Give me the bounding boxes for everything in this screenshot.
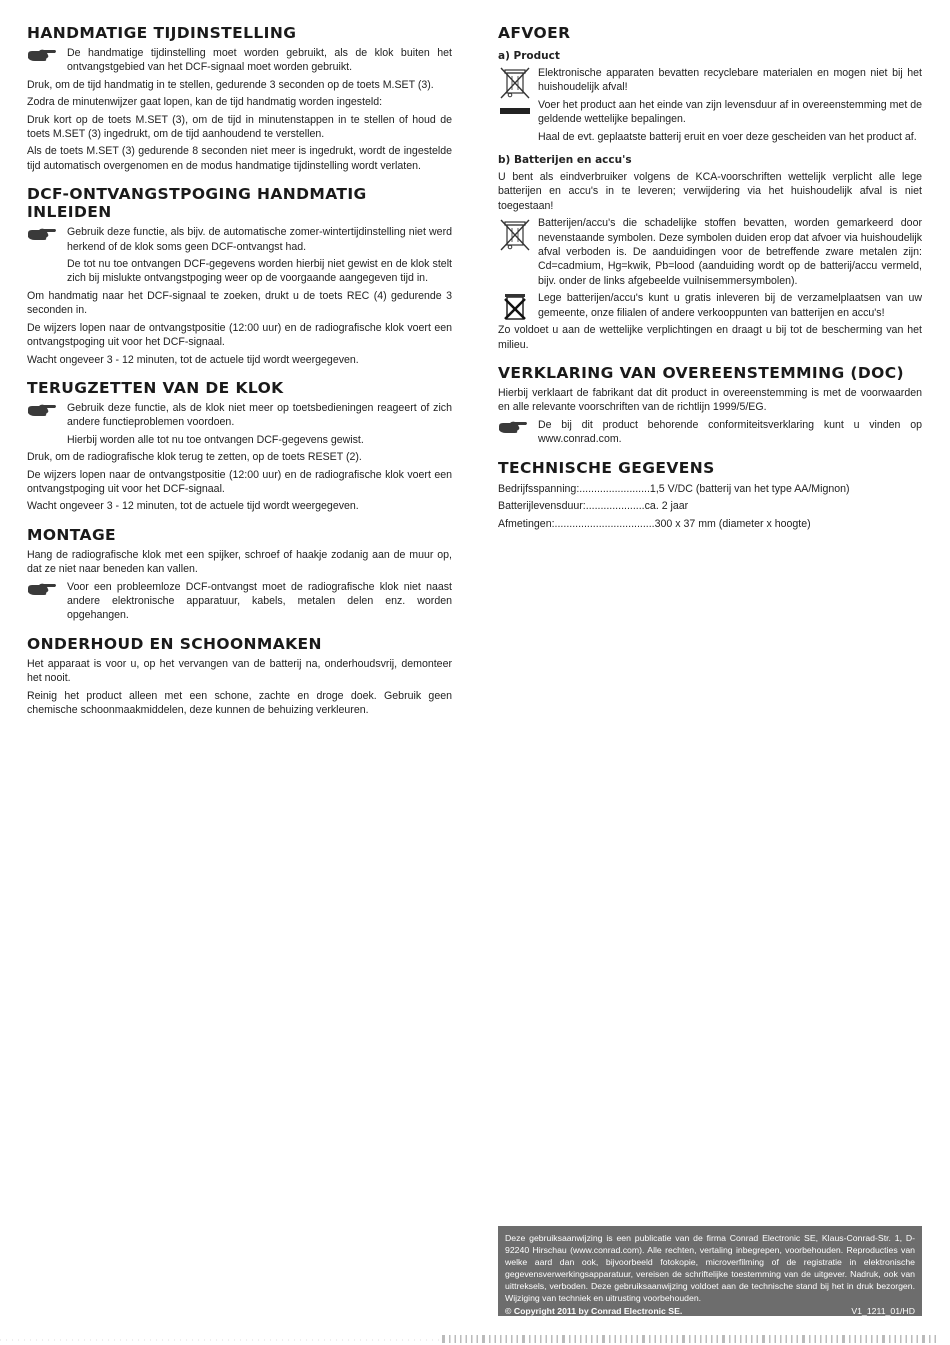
- paragraph: Hierbij verklaart de fabrikant dat dit product in overeenstemming is met de voorwaarden en alle relevante voorschriften van de richtlijn 1999/5/EG.: [498, 386, 922, 414]
- paragraph: Om handmatig naar het DCF-signaal te zoeken, drukt u de toets REC (4) gedurende 3 seconden in.: [27, 289, 452, 317]
- paragraph: De wijzers lopen naar de ontvangstpositie (12:00 uur) en de radiografische klok voert een ontvangstpoging uit voor het DCF-signaal.: [27, 321, 452, 349]
- pointing-hand-icon: [27, 227, 57, 241]
- imprint-box: [498, 1226, 922, 1316]
- spec-dots: ..................................: [554, 517, 655, 530]
- note-text: Hierbij worden alle tot nu toe ontvangen DCF-gegevens gewist.: [67, 433, 364, 446]
- section-tech: [498, 459, 922, 534]
- paragraph: Druk, om de tijd handmatig in te stellen, gedurende 3 seconden op de toets M.SET (3).: [27, 78, 434, 91]
- subheading-product: a) Product: [498, 50, 560, 62]
- paragraph: Reinig het product alleen met een schone, zachte en droge doek. Gebruik geen chemische schoonmaakmiddelen, deze kunnen de behuizing verkleuren.: [27, 689, 452, 716]
- heading-dcf-manual: DCF-ONTVANGSTPOGING HANDMATIG INLEIDEN: [27, 185, 367, 222]
- heading-montage: MONTAGE: [27, 525, 117, 544]
- pointing-hand-icon: [27, 582, 57, 596]
- note-block: [27, 46, 452, 75]
- note-block: [27, 225, 452, 286]
- heading-tech: TECHNISCHE GEGEVENS: [498, 458, 715, 477]
- product-disposal-block: [498, 66, 922, 144]
- battery-bin-symbols-icon: [498, 218, 532, 254]
- spec-value: 1,5 V/DC (batterij van het type AA/Mignon): [649, 482, 850, 495]
- heading-maintenance: ONDERHOUD EN SCHOONMAKEN: [27, 634, 322, 653]
- battery-symbols-block: [498, 216, 922, 288]
- note-text: De bij dit product behorende conformiteitsverklaring kunt u vinden op www.conrad.com.: [538, 418, 922, 446]
- section-disposal: [498, 24, 922, 352]
- battery-recycle-bin-icon: [498, 291, 532, 325]
- heading-reset: TERUGZETTEN VAN DE KLOK: [27, 378, 284, 397]
- spec-label: Afmetingen:: [498, 517, 555, 530]
- section-maintenance: [27, 635, 452, 718]
- section-reset: [27, 379, 452, 514]
- paragraph: Als de toets M.SET (3) gedurende 8 seconden niet meer is ingedrukt, wordt de ingestelde tijd automatisch overgenomen en de modus handmatige tijdinstelling wordt verlaten.: [27, 145, 452, 172]
- paragraph: Wacht ongeveer 3 - 12 minuten, tot de actuele tijd wordt weergegeven.: [27, 353, 359, 366]
- pointing-hand-icon: [498, 420, 528, 434]
- right-column: [498, 24, 922, 545]
- cut-guide-marks: [0, 1336, 440, 1344]
- section-doc: [498, 364, 922, 447]
- pointing-hand-icon: [27, 403, 57, 417]
- note-block: [27, 401, 452, 447]
- spec-label: Bedrijfsspanning:: [498, 482, 580, 495]
- copyright: © Copyright 2011 by Conrad Electronic SE.: [505, 1305, 683, 1316]
- paragraph: Zo voldoet u aan de wettelijke verplichtingen en draagt u bij tot de bescherming van het milieu.: [498, 324, 922, 351]
- paragraph: Wacht ongeveer 3 - 12 minuten, tot de actuele tijd wordt weergegeven.: [27, 500, 359, 513]
- note-block: [27, 580, 452, 623]
- paragraph: Hang de radiografische klok met een spijker, schroef of haakje zodanig aan de muur op, dat ze niet naar beneden kan vallen.: [27, 548, 452, 576]
- spec-row: [498, 498, 922, 516]
- spec-dots: ....................: [585, 500, 645, 513]
- note-block: [498, 418, 922, 447]
- paragraph: Elektronische apparaten bevatten recyclebare materialen en mogen niet bij het huishoudelijk afval!: [538, 67, 922, 94]
- version-code: V1_1211_01/HD: [851, 1305, 915, 1316]
- paragraph: Druk, om de radiografische klok terug te zetten, op de toets RESET (2).: [27, 451, 362, 464]
- heading-disposal: AFVOER: [498, 24, 571, 42]
- paragraph: Het apparaat is voor u, op het vervangen van de batterij na, onderhoudsvrij, demonteer het nooit.: [27, 657, 452, 685]
- section-montage: [27, 526, 452, 623]
- note-text: Voor een probleemloze DCF-ontvangst moet de radiografische klok niet naast andere elektronische apparatuur, kabels, metalen delen enz. worden opgehangen.: [67, 580, 452, 622]
- note-text: Gebruik deze functie, als de klok niet meer op toetsbedieningen reageert of zich andere functieproblemen voordoen.: [67, 401, 452, 429]
- imprint-text: Deze gebruiksaanwijzing is een publicatie van de firma Conrad Electronic SE, Klaus-Conrad-Str. 1, D-92240 Hirschau (www.conrad.com). Alle rechten, vertaling inbegrepen, voorbehouden. Reproducties van welke aard dan ook, bijvoorbeeld fotokopie, microverfilming of de registratie in elektronische gegevensverwerkingsapparatuur, vereisen de schriftelijke toestemming van de uitgever. Nadruk, ook van uittreksels, verboden. Deze gebruiksaanwijzing voldoet aan de technische stand bij het in druk bezorgen. Wijziging van techniek en uitrusting voorbehouden.: [505, 1233, 915, 1304]
- paragraph: Druk kort op de toets M.SET (3), om de tijd in minutenstappen in te stellen of houd de toets M.SET (3) ingedrukt, om de tijd aanhoudend te verstellen.: [27, 113, 452, 141]
- subheading-batteries: b) Batterijen en accu's: [498, 154, 632, 167]
- spec-row: [498, 481, 922, 499]
- note-text: De tot nu toe ontvangen DCF-gegevens worden hierbij niet gewist en de klok stelt zich bij mislukte ontvangstpoging weer op de voorgaande aangegeven tijd in.: [67, 258, 452, 285]
- paragraph: Batterijen/accu's die schadelijke stoffen bevatten, worden gemarkeerd door nevenstaande symbolen. Deze symbolen duiden erop dat afvoer via huishoudelijk afval verboden is. De aanduidingen voor de betreffende zware metalen zijn: Cd=cadmium, Hg=kwik, Pb=lood (aanduiding wordt op de batterij/accu vermeld, bijv. onder de links afgebeelde vuilnisemmersymbolen).: [538, 217, 922, 287]
- spec-row: [498, 516, 922, 534]
- pointing-hand-icon: [27, 48, 57, 62]
- spec-dots: ........................: [579, 482, 650, 495]
- note-text: De handmatige tijdinstelling moet worden gebruikt, als de klok buiten het ontvangstgebied van het DCF-signaal moet worden gebruikt.: [67, 47, 452, 74]
- edge-barcode-marks: [440, 1334, 940, 1344]
- spec-value: 300 x 37 mm (diameter x hoogte): [654, 517, 811, 530]
- section-manual-time: [27, 24, 452, 173]
- note-text: Gebruik deze functie, als bijv. de automatische zomer-wintertijdinstelling niet werd herkend of de klok soms geen DCF-ontvangst had.: [67, 226, 452, 253]
- imprint-copyright-line: [505, 1305, 915, 1317]
- crossed-out-wheelie-bin-icon: [498, 66, 532, 116]
- spec-value: ca. 2 jaar: [644, 500, 689, 513]
- section-dcf-manual: [27, 185, 452, 367]
- paragraph: De wijzers lopen naar de ontvangstpositie (12:00 uur) en de radiografische klok voert een ontvangstpoging uit voor het DCF-signaal.: [27, 468, 452, 495]
- left-column: [27, 24, 452, 729]
- spec-label: Batterijlevensduur:: [498, 500, 586, 513]
- paragraph: Haal de evt. geplaatste batterij eruit en voer deze gescheiden van het product af.: [538, 130, 917, 143]
- paragraph: Zodra de minutenwijzer gaat lopen, kan de tijd handmatig worden ingesteld:: [27, 96, 383, 109]
- paragraph: U bent als eindverbruiker volgens de KCA-voorschriften wettelijk verplicht alle lege batterijen en accu's in te leveren; verwijdering via het huishoudelijk afval is niet toegestaan!: [498, 171, 922, 212]
- paragraph: Lege batterijen/accu's kunt u gratis inleveren bij de verzamelplaatsen van uw gemeente, onze filialen of andere verkooppunten van batterijen en accu's!: [538, 292, 922, 319]
- paragraph: Voer het product aan het einde van zijn levensduur af in overeenstemming met de geldende wettelijke bepalingen.: [538, 98, 922, 126]
- heading-doc: VERKLARING VAN OVEREENSTEMMING (DOC): [498, 363, 904, 382]
- heading-manual-time: HANDMATIGE TIJDINSTELLING: [27, 24, 297, 42]
- battery-return-block: [498, 291, 922, 320]
